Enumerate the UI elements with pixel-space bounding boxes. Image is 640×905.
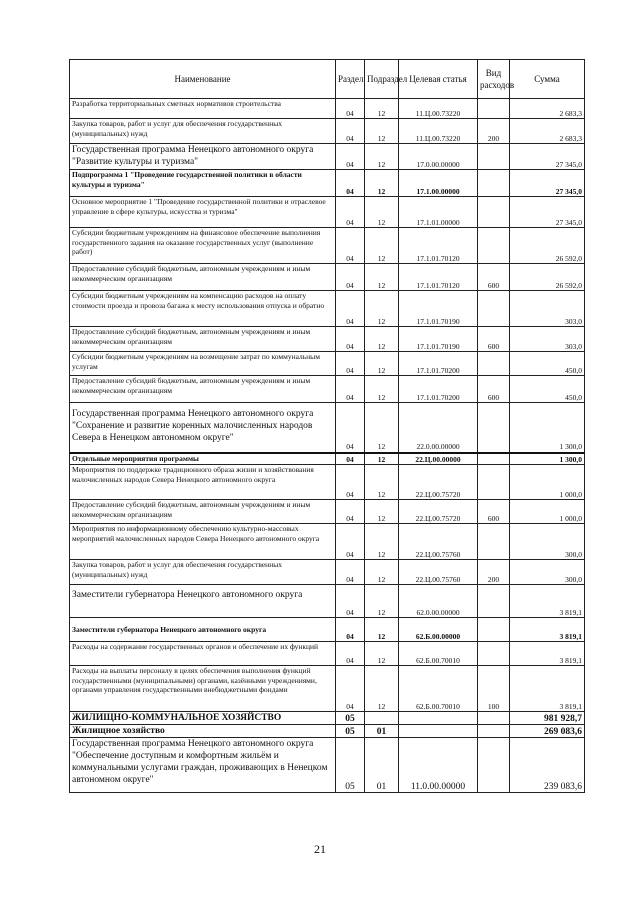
row-amount: 27 345,0: [510, 170, 585, 197]
row-amount: 1 000,0: [510, 465, 585, 500]
row-section: 04: [336, 264, 365, 291]
row-subsection: 12: [365, 453, 399, 465]
table-row: [70, 453, 585, 465]
table-row: [70, 228, 585, 264]
header-amount: Сумма: [510, 60, 585, 99]
row-section: 04: [336, 585, 365, 618]
row-type: [478, 618, 510, 642]
row-name: ЖИЛИЩНО-КОММУНАЛЬНОЕ ХОЗЯЙСТВО: [70, 712, 336, 725]
row-section: 04: [336, 403, 365, 453]
row-article: 17.1.01.70190: [399, 291, 478, 327]
row-type: [478, 291, 510, 327]
row-section: 04: [336, 618, 365, 642]
row-name: Жилищное хозяйство: [70, 725, 336, 738]
row-amount: 26 592,0: [510, 228, 585, 264]
header-section: Раздел: [336, 60, 365, 99]
row-amount: 27 345,0: [510, 197, 585, 228]
row-amount: 3 819,1: [510, 642, 585, 666]
table-row: [70, 144, 585, 170]
row-article: 22.Ц.00.75760: [399, 524, 478, 560]
row-type: [478, 725, 510, 738]
header-name: Наименование: [70, 60, 336, 99]
header-target-article: Целевая статья: [399, 60, 478, 99]
row-section: 04: [336, 99, 365, 119]
row-amount: 2 683,3: [510, 119, 585, 144]
row-article: 22.Ц.00.00000: [399, 453, 478, 465]
row-name: Предоставление субсидий бюджетным, автономным учреждениям и иным некоммерческим организациям: [70, 500, 336, 524]
row-section: 04: [336, 291, 365, 327]
row-section: 04: [336, 376, 365, 403]
row-type: [478, 453, 510, 465]
row-article: 11.0.00.00000: [399, 738, 478, 793]
table-header-row: [70, 60, 585, 99]
row-article: 22.Ц.00.75760: [399, 560, 478, 585]
row-subsection: 12: [365, 376, 399, 403]
row-name: Подпрограмма 1 "Проведение государственной политики в области культуры и туризма": [70, 170, 336, 197]
table-row: [70, 327, 585, 352]
table-row: [70, 465, 585, 500]
row-subsection: 12: [365, 560, 399, 585]
row-amount: 1 000,0: [510, 500, 585, 524]
table-row: [70, 291, 585, 327]
row-section: 05: [336, 712, 365, 725]
row-name: Предоставление субсидий бюджетным, автономным учреждениям и иным некоммерческим организациям: [70, 376, 336, 403]
row-section: 04: [336, 327, 365, 352]
table-row: [70, 500, 585, 524]
row-name: Предоставление субсидий бюджетным, автономным учреждениям и иным некоммерческим организациям: [70, 327, 336, 352]
row-amount: 981 928,7: [510, 712, 585, 725]
row-amount: 2 683,3: [510, 99, 585, 119]
row-section: 04: [336, 666, 365, 712]
row-article: 17.1.01.70120: [399, 228, 478, 264]
row-name: Государственная программа Ненецкого автономного округа "Сохранение и развитие коренных малочисленных народов Севера в Ненецком автономном округе": [70, 403, 336, 453]
row-amount: 303,0: [510, 291, 585, 327]
row-name: Субсидии бюджетным учреждениям на компенсацию расходов на оплату стоимости проезда и провоза багажа к месту использования отпуска и обратно: [70, 291, 336, 327]
row-article: 11.Ц.00.73220: [399, 119, 478, 144]
budget-table: [69, 59, 585, 793]
row-type: [478, 524, 510, 560]
table-row: [70, 585, 585, 618]
table-row: [70, 524, 585, 560]
row-name: Расходы на выплаты персоналу в целях обеспечения выполнения функций государственными (муниципальными) органами, казёнными учреждениями, органами управления государственными внебюджетными фондами: [70, 666, 336, 712]
row-type: [478, 352, 510, 376]
row-subsection: 12: [365, 618, 399, 642]
row-subsection: 12: [365, 144, 399, 170]
row-type: [478, 738, 510, 793]
row-type: 200: [478, 119, 510, 144]
row-name: Государственная программа Ненецкого автономного округа "Развитие культуры и туризма": [70, 144, 336, 170]
row-amount: 239 083,6: [510, 738, 585, 793]
row-article: 17.1.01.70200: [399, 376, 478, 403]
row-type: [478, 99, 510, 119]
row-subsection: 12: [365, 197, 399, 228]
row-article: 62.0.00.00000: [399, 585, 478, 618]
row-article: 22.0.00.00000: [399, 403, 478, 453]
table-row: [70, 170, 585, 197]
row-type: [478, 228, 510, 264]
row-section: 05: [336, 738, 365, 793]
table-row: [70, 642, 585, 666]
table-row: [70, 560, 585, 585]
row-amount: 3 819,1: [510, 618, 585, 642]
row-section: 04: [336, 642, 365, 666]
row-name: Субсидии бюджетным учреждениям на возмещение затрат по коммунальным услугам: [70, 352, 336, 376]
row-amount: 27 345,0: [510, 144, 585, 170]
row-subsection: [365, 712, 399, 725]
row-subsection: 01: [365, 725, 399, 738]
table-row: [70, 119, 585, 144]
row-name: Расходы на содержание государственных органов и обеспечение их функций: [70, 642, 336, 666]
row-name: Разработка территориальных сметных нормативов строительства: [70, 99, 336, 119]
row-subsection: 12: [365, 170, 399, 197]
row-type: [478, 144, 510, 170]
row-subsection: 12: [365, 119, 399, 144]
table-row: [70, 712, 585, 725]
row-subsection: 12: [365, 524, 399, 560]
row-article: 17.1.01.70190: [399, 327, 478, 352]
row-type: [478, 642, 510, 666]
table-row: [70, 618, 585, 642]
table-row: [70, 738, 585, 793]
table-row: [70, 99, 585, 119]
row-section: 04: [336, 228, 365, 264]
row-section: 04: [336, 453, 365, 465]
row-subsection: 01: [365, 738, 399, 793]
row-section: 04: [336, 197, 365, 228]
row-amount: 3 819,1: [510, 666, 585, 712]
row-type: [478, 465, 510, 500]
row-type: 600: [478, 500, 510, 524]
row-article: 22.Ц.00.75720: [399, 465, 478, 500]
table-row: [70, 666, 585, 712]
row-type: [478, 197, 510, 228]
row-section: 04: [336, 119, 365, 144]
row-name: Отдельные мероприятия программы: [70, 453, 336, 465]
row-type: 600: [478, 376, 510, 403]
row-section: 04: [336, 465, 365, 500]
row-amount: 303,0: [510, 327, 585, 352]
row-name: Заместители губернатора Ненецкого автономного округа: [70, 618, 336, 642]
row-type: 200: [478, 560, 510, 585]
table-row: [70, 352, 585, 376]
row-name: Предоставление субсидий бюджетным, автономным учреждениям и иным некоммерческим организациям: [70, 264, 336, 291]
row-name: Мероприятия по информационному обеспечению культурно-массовых мероприятий малочисленных народов Севера Ненецкого автономного округа: [70, 524, 336, 560]
row-article: 62.Б.00.70010: [399, 642, 478, 666]
row-subsection: 12: [365, 327, 399, 352]
row-subsection: 12: [365, 403, 399, 453]
header-subsection: Подраздел: [365, 60, 399, 99]
row-amount: 1 300,0: [510, 453, 585, 465]
row-type: [478, 712, 510, 725]
row-name: Основное мероприятие 1 "Проведение государственной политики и отраслевое управление в сфере культуры, искусства и туризма": [70, 197, 336, 228]
row-subsection: 12: [365, 352, 399, 376]
row-section: 04: [336, 352, 365, 376]
row-subsection: 12: [365, 99, 399, 119]
row-name: Закупка товаров, работ и услуг для обеспечения государственных (муниципальных) нужд: [70, 560, 336, 585]
row-name: Закупка товаров, работ и услуг для обеспечения государственных (муниципальных) нужд: [70, 119, 336, 144]
row-article: [399, 725, 478, 738]
row-amount: 269 083,6: [510, 725, 585, 738]
row-name: Субсидии бюджетным учреждениям на финансовое обеспечение выполнения государственного задания на оказание государственных услуг (выполнение работ): [70, 228, 336, 264]
row-name: Мероприятия по поддержке традиционного образа жизни и хозяйствования малочисленных народов Севера Ненецкого автономного округа: [70, 465, 336, 500]
row-section: 04: [336, 500, 365, 524]
table-row: [70, 264, 585, 291]
header-expense-type: Вид расходов: [478, 60, 510, 99]
row-amount: 1 300,0: [510, 403, 585, 453]
row-name: Заместители губернатора Ненецкого автономного округа: [70, 585, 336, 618]
row-subsection: 12: [365, 500, 399, 524]
row-section: 04: [336, 560, 365, 585]
row-subsection: 12: [365, 291, 399, 327]
row-article: 17.1.01.00000: [399, 197, 478, 228]
row-amount: 300,0: [510, 524, 585, 560]
page-number: 21: [314, 842, 326, 856]
row-type: 100: [478, 666, 510, 712]
row-article: 62.Б.00.00000: [399, 618, 478, 642]
row-subsection: 12: [365, 585, 399, 618]
row-type: [478, 403, 510, 453]
row-subsection: 12: [365, 642, 399, 666]
row-type: 600: [478, 264, 510, 291]
row-subsection: 12: [365, 666, 399, 712]
row-article: 17.1.00.00000: [399, 170, 478, 197]
row-article: 17.0.00.00000: [399, 144, 478, 170]
row-type: 600: [478, 327, 510, 352]
row-article: 62.Б.00.70010: [399, 666, 478, 712]
row-amount: 26 592,0: [510, 264, 585, 291]
row-section: 05: [336, 725, 365, 738]
row-name: Государственная программа Ненецкого автономного округа "Обеспечение доступным и комфортным жильём и коммунальными услугами граждан, проживающих в Ненецком автономном округе": [70, 738, 336, 793]
row-type: [478, 170, 510, 197]
row-amount: 300,0: [510, 560, 585, 585]
row-article: [399, 712, 478, 725]
row-article: 17.1.01.70120: [399, 264, 478, 291]
table-row: [70, 725, 585, 738]
row-article: 11.Ц.00.73220: [399, 99, 478, 119]
row-section: 04: [336, 170, 365, 197]
row-type: [478, 585, 510, 618]
table-row: [70, 197, 585, 228]
row-amount: 450,0: [510, 376, 585, 403]
row-article: 22.Ц.00.75720: [399, 500, 478, 524]
row-section: 04: [336, 144, 365, 170]
row-subsection: 12: [365, 264, 399, 291]
row-amount: 450,0: [510, 352, 585, 376]
row-section: 04: [336, 524, 365, 560]
table-row: [70, 376, 585, 403]
row-subsection: 12: [365, 465, 399, 500]
row-subsection: 12: [365, 228, 399, 264]
row-amount: 3 819,1: [510, 585, 585, 618]
row-article: 17.1.01.70200: [399, 352, 478, 376]
table-row: [70, 403, 585, 453]
